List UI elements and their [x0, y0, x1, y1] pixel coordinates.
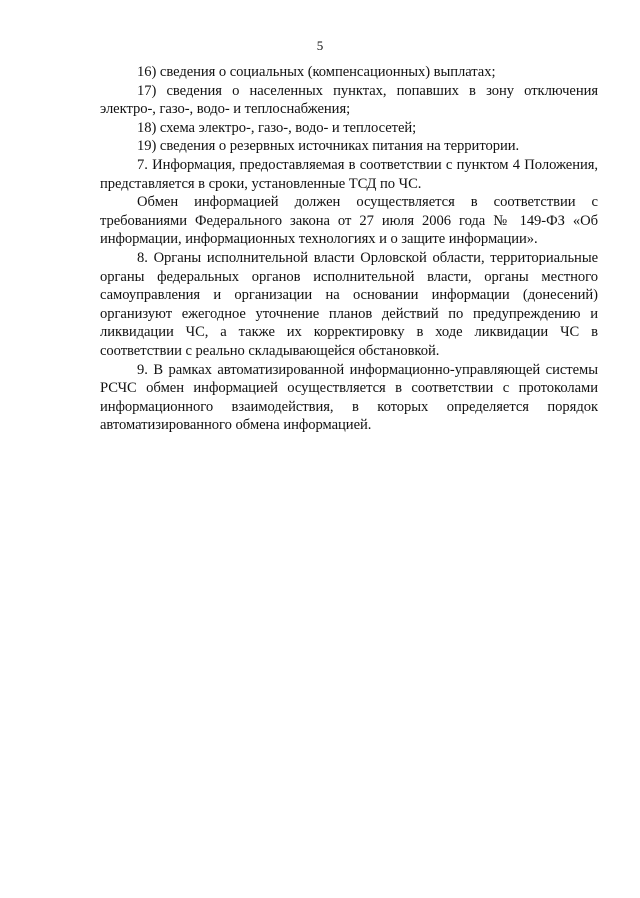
paragraph-item-16-social-payments: 16) сведения о социальных (компенсационных) выплатах;	[137, 64, 496, 80]
paragraph-clause-7: 7. Информация, предоставляемая в соответствии с пунктом 4 Положения, представляется в сроки, установленные ТСД по ЧС.	[100, 156, 598, 192]
paragraph-clause-8: 8. Органы исполнительной власти Орловской области, территориальные органы федеральных органов исполнительной власти, органы местного самоуправления и организации на основании информации (донесений) организуют ежегодное уточнение планов действий по предупреждению и ликвидации ЧС, а также их корректировку в ходе ликвидации ЧС в соответствии с реально складывающейся обстановкой.	[100, 249, 598, 359]
paragraph-item-18-utility-networks: 18) схема электро-, газо-, водо- и теплосетей;	[137, 119, 417, 136]
paragraph-clause-9: 9. В рамках автоматизированной информационно-управляющей системы РСЧС обмен информацией осуществляется в соответствии с протоколами информационного взаимодействия, в которых определяется порядок автоматизированного обмена информацией.	[100, 361, 598, 434]
paragraph-item-19-backup-power: 19) сведения о резервных источниках питания на территории.	[137, 138, 520, 155]
paragraph-item-17-settlements-outage: 17) сведения о населенных пунктах, попавших в зону отключения электро-, газо-, водо- и теплоснабжения;	[100, 82, 598, 118]
paragraph-information-exchange: Обмен информацией должен осуществляется в соответствии с требованиями Федерального закона от 27 июля 2006 года № 149-ФЗ «Об информации, информационных технологиях и о защите информации».	[100, 194, 598, 248]
document-body	[100, 63, 598, 435]
page-number: 5	[316, 38, 324, 53]
